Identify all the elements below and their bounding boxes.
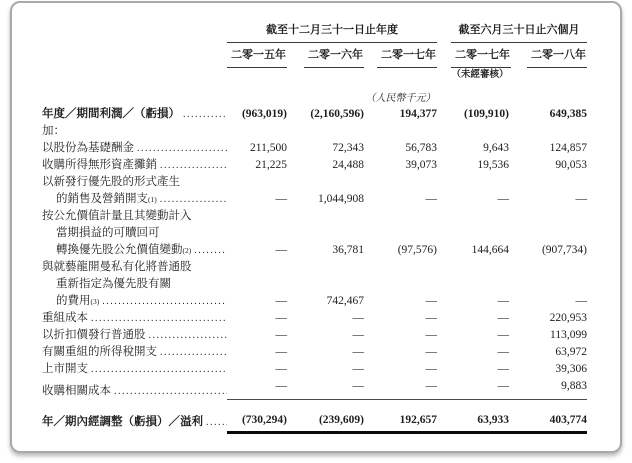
cell-value (227, 123, 287, 140)
header-spacer (42, 43, 227, 68)
table-row (42, 140, 587, 157)
cell-value: 90,053 (555, 159, 587, 171)
row-label: 轉換優先股公允價值變動 (2) ..... (42, 242, 227, 259)
row-label-line (42, 208, 587, 225)
cell-value: — (275, 363, 287, 375)
year-label: 二零一五年 (227, 43, 287, 68)
cell-value: — (437, 378, 509, 400)
cell-value: (963,019) (241, 108, 287, 120)
cell-value: — (352, 312, 364, 324)
table-row (42, 157, 587, 174)
row-label-text: 按公允價值計量且其變動計入 (42, 210, 192, 222)
cell-value: — (352, 329, 364, 341)
cell-value: — (575, 295, 587, 307)
cell-value: 19,536 (477, 159, 509, 171)
dot-leader (91, 310, 227, 327)
row-label (42, 157, 227, 174)
cell-value: 144,664 (471, 244, 509, 256)
cell-value: — (287, 378, 364, 400)
document-page-card (10, 1, 622, 453)
unaudited-note: （未經審核） (451, 70, 509, 80)
dot-leader (206, 414, 227, 431)
row-label-text: 的費用 (56, 295, 91, 307)
cell-value: — (497, 329, 509, 341)
cell-value: 742,467 (326, 295, 364, 307)
cell-value: 72,343 (332, 142, 364, 154)
row-label-text: 重組成本 (42, 312, 88, 324)
cell-value: — (425, 312, 437, 324)
table-body (42, 106, 587, 433)
col-group-interim-title: 截至六月三十日止六個月 (451, 23, 587, 43)
cell-value (437, 123, 509, 140)
dot-leader (160, 344, 227, 361)
cell-value: — (425, 329, 437, 341)
dot-leader (91, 361, 227, 378)
cell-value: 24,488 (332, 159, 364, 171)
table-row (42, 310, 587, 327)
year-label: 二零一七年 (377, 43, 437, 68)
dot-leader (137, 140, 227, 157)
row-label-text: 加： (42, 125, 65, 137)
row-label (42, 378, 227, 400)
cell-value: 194,377 (399, 108, 437, 120)
financial-table-container (42, 23, 587, 434)
table-row (42, 327, 587, 344)
row-label-text: 有關重組的所得稅開支 (42, 346, 157, 358)
header-spacer (42, 23, 227, 43)
row-label-text: 收購相關成本 (42, 384, 111, 397)
dot-leader (149, 327, 228, 344)
table-row (42, 378, 587, 400)
currency-unit-note: （人民幣千元） (365, 93, 436, 104)
cell-value: — (497, 295, 509, 307)
table-row (42, 242, 587, 259)
row-label: 的費用 (3) ..... (42, 293, 227, 310)
cell-value: 9,883 (509, 378, 587, 400)
row-label-text: 以股份為基礎酬金 (42, 142, 134, 154)
table-row (42, 225, 587, 242)
table-row (42, 123, 587, 140)
dot-leader (114, 383, 227, 400)
cell-value: — (497, 312, 509, 324)
dot-leader (102, 293, 227, 310)
table-row (42, 259, 587, 276)
cell-value: 21,225 (255, 159, 287, 171)
cell-value: 124,857 (549, 142, 587, 154)
col-group-annual (227, 23, 437, 43)
dot-leader (160, 157, 227, 174)
currency-unit-row (42, 83, 587, 106)
row-label (42, 123, 227, 140)
dot-leader (194, 242, 227, 259)
cell-value: (97,576) (397, 244, 437, 256)
row-label: 的銷售及營銷開支 (1) ..... (42, 191, 227, 208)
row-label-text: 重新指定為優先股有關 (56, 278, 171, 290)
cell-value: (239,609) (287, 400, 364, 433)
dot-leader (160, 191, 227, 208)
row-label (42, 310, 227, 327)
col-header-2017-interim (437, 43, 509, 68)
cell-value: 113,099 (550, 329, 587, 341)
cell-value: 56,783 (405, 142, 437, 154)
row-label-text: 與就藝龍開曼私有化將普通股 (42, 261, 192, 273)
col-header-2016 (287, 43, 364, 68)
header-spacer (42, 68, 437, 83)
row-label-line (42, 225, 587, 242)
row-label-text: 收購所得無形資產攤銷 (42, 159, 157, 171)
col-header-2015 (227, 43, 287, 68)
table-row (42, 106, 587, 123)
year-label: 二零一七年 (451, 43, 511, 68)
cell-value: — (352, 346, 364, 358)
cell-value: — (425, 363, 437, 375)
adjusted-profit-loss-table (42, 23, 587, 434)
cell-value: — (575, 193, 587, 205)
row-label-text: 以新發行優先股的形式產生 (42, 176, 180, 188)
table-row (42, 400, 587, 433)
cell-value: — (275, 295, 287, 307)
cell-value: 63,972 (555, 346, 587, 358)
row-label-line (42, 276, 587, 293)
cell-value: 403,774 (509, 400, 587, 433)
row-label (42, 361, 227, 378)
column-group-header-row (42, 23, 587, 43)
cell-value: 9,643 (483, 142, 509, 154)
row-label-line (42, 174, 587, 191)
year-label: 二零一八年 (527, 43, 587, 68)
cell-value (287, 123, 364, 140)
row-label-text: 上市開支 (42, 363, 88, 375)
cell-value: — (497, 363, 509, 375)
cell-value: 39,306 (555, 363, 587, 375)
col-group-annual-title: 截至十二月三十一日止年度 (227, 23, 437, 43)
cell-value: — (275, 244, 287, 256)
cell-value: (109,910) (463, 108, 509, 120)
row-label-text: 以折扣價發行普通股 (42, 329, 146, 341)
table-row (42, 208, 587, 225)
cell-value: — (364, 378, 437, 400)
col-header-2018-interim (509, 43, 587, 68)
cell-value: — (425, 193, 437, 205)
table-row (42, 361, 587, 378)
row-label-text: 年度／期間利潤／（虧損） (42, 108, 180, 120)
cell-value: 220,953 (549, 312, 587, 324)
cell-value (364, 123, 437, 140)
table-row (42, 191, 587, 208)
row-label-line (42, 259, 587, 276)
row-label (42, 106, 227, 123)
cell-value (509, 123, 587, 140)
cell-value: 39,073 (405, 159, 437, 171)
cell-value: — (425, 295, 437, 307)
cell-value: 1,044,908 (318, 193, 364, 205)
col-header-2017 (364, 43, 437, 68)
cell-value: 36,781 (332, 244, 364, 256)
cell-value: — (497, 193, 509, 205)
cell-value: 211,500 (250, 142, 287, 154)
header-spacer (42, 83, 364, 106)
cell-value: — (497, 346, 509, 358)
cell-value: 63,933 (437, 400, 509, 433)
cell-value: 649,385 (549, 108, 587, 120)
cell-value: (907,734) (541, 244, 587, 256)
row-label-text: 年／期內經調整（虧損）／溢利 (42, 415, 203, 428)
row-label (42, 344, 227, 361)
row-label (42, 140, 227, 157)
row-label-text: 的銷售及營銷開支 (56, 193, 148, 205)
cell-value: — (275, 346, 287, 358)
cell-value: (730,294) (227, 400, 287, 433)
row-label-text: 轉換優先股公允價值變動 (56, 244, 183, 256)
cell-value: (2,160,596) (310, 108, 364, 120)
table-row (42, 276, 587, 293)
row-label-text: 當期損益的可贖回可 (56, 227, 160, 239)
col-group-interim (437, 23, 587, 43)
unaudited-note-row (42, 68, 587, 83)
table-row (42, 293, 587, 310)
cell-value: — (275, 329, 287, 341)
cell-value: — (425, 346, 437, 358)
header-spacer (509, 68, 587, 83)
cell-value: 192,657 (364, 400, 437, 433)
cell-value: — (275, 312, 287, 324)
cell-value: — (275, 193, 287, 205)
dot-leader (183, 106, 227, 123)
year-header-row (42, 43, 587, 68)
header-spacer (437, 83, 587, 106)
row-label (42, 400, 227, 433)
row-label (42, 327, 227, 344)
cell-value: — (352, 363, 364, 375)
cell-value: — (227, 378, 287, 400)
year-label: 二零一六年 (304, 43, 364, 68)
table-row (42, 174, 587, 191)
table-row (42, 344, 587, 361)
